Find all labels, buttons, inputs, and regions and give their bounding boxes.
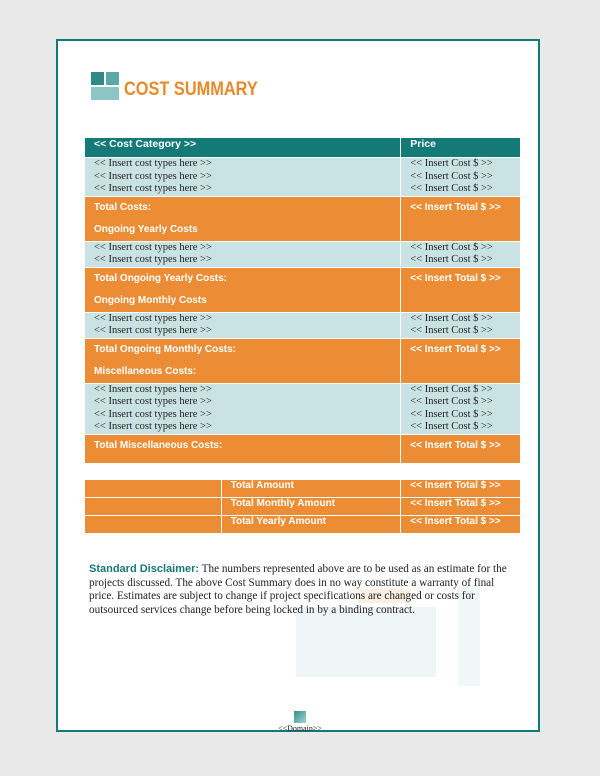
subtotal-label: Total Miscellaneous Costs: [94, 439, 223, 451]
cost-summary-logo-icon [91, 72, 119, 100]
table-row [85, 312, 521, 338]
cost-price-cell[interactable]: << Insert Cost $ >> [410, 170, 493, 182]
section-heading: Ongoing Monthly Costs [94, 294, 207, 306]
totals-table [84, 479, 521, 534]
total-row [85, 516, 521, 534]
cost-price-cell[interactable]: << Insert Cost $ >> [410, 254, 493, 265]
cost-type-cell[interactable]: << Insert cost types here >> [94, 421, 212, 432]
cost-price-cell[interactable]: << Insert Cost $ >> [410, 408, 493, 420]
cost-type-cell[interactable]: << Insert cost types here >> [94, 408, 212, 420]
cost-type-cell[interactable]: << Insert cost types here >> [94, 158, 212, 169]
subtotal-value[interactable]: << Insert Total $ >> [410, 343, 501, 355]
cost-type-cell[interactable]: << Insert cost types here >> [94, 254, 212, 265]
column-header-price: Price [401, 138, 521, 158]
total-value[interactable]: << Insert Total $ >> [401, 498, 521, 516]
cost-price-cell[interactable]: << Insert Cost $ >> [410, 383, 493, 395]
cost-table [84, 137, 521, 464]
subtotal-row [85, 338, 521, 383]
cost-price-cell[interactable]: << Insert Cost $ >> [410, 241, 493, 253]
total-row [85, 498, 521, 516]
subtotal-row [85, 267, 521, 312]
cost-price-cell[interactable]: << Insert Cost $ >> [410, 396, 493, 407]
section-heading: Miscellaneous Costs: [94, 365, 197, 377]
cost-price-cell[interactable]: << Insert Cost $ >> [410, 421, 493, 432]
domain-logo-icon [294, 711, 306, 723]
total-row [85, 480, 521, 498]
cost-type-cell[interactable]: << Insert cost types here >> [94, 312, 212, 324]
subtotal-row [85, 196, 521, 241]
total-value[interactable]: << Insert Total $ >> [401, 480, 521, 498]
total-label: Total Monthly Amount [221, 498, 401, 516]
disclaimer-text: The numbers represented above are to be used as an estimate for the projects discussed. The above Cost Summary does in no way constitute a warranty of final price. Estimates are subject to change if project specifications are changed or costs for outsourced services change before being locked in by a binding contract. [89, 563, 507, 616]
cost-price-cell[interactable]: << Insert Cost $ >> [410, 158, 493, 169]
cost-type-cell[interactable]: << Insert cost types here >> [94, 241, 212, 253]
subtotal-value[interactable]: << Insert Total $ >> [410, 201, 501, 213]
subtotal-label: Total Costs: [94, 201, 152, 213]
cost-type-cell[interactable]: << Insert cost types here >> [94, 383, 212, 395]
footer-domain: <<Domain>> [278, 724, 322, 733]
table-row [85, 383, 521, 434]
subtotal-label: Total Ongoing Monthly Costs: [94, 343, 237, 355]
cost-type-cell[interactable]: << Insert cost types here >> [94, 170, 212, 182]
section-heading: Ongoing Yearly Costs [94, 223, 198, 235]
column-header-category: << Cost Category >> [85, 138, 401, 158]
disclaimer-label: Standard Disclaimer: [89, 563, 200, 576]
subtotal-row [85, 434, 521, 463]
total-label: Total Amount [221, 480, 401, 498]
table-row [85, 158, 521, 197]
subtotal-value[interactable]: << Insert Total $ >> [410, 272, 501, 284]
table-row [85, 241, 521, 267]
cost-price-cell[interactable]: << Insert Cost $ >> [410, 183, 493, 194]
cost-type-cell[interactable]: << Insert cost types here >> [94, 325, 212, 336]
watermark-block [296, 607, 436, 677]
cost-price-cell[interactable]: << Insert Cost $ >> [410, 325, 493, 336]
cost-type-cell[interactable]: << Insert cost types here >> [94, 183, 212, 194]
cost-price-cell[interactable]: << Insert Cost $ >> [410, 312, 493, 324]
document-page [56, 39, 540, 732]
table-header-row [85, 138, 521, 158]
total-label: Total Yearly Amount [221, 516, 401, 534]
disclaimer-paragraph [89, 563, 519, 617]
total-value[interactable]: << Insert Total $ >> [401, 516, 521, 534]
cost-type-cell[interactable]: << Insert cost types here >> [94, 396, 212, 407]
page-title: COST SUMMARY [124, 79, 258, 100]
subtotal-label: Total Ongoing Yearly Costs: [94, 272, 227, 284]
subtotal-value[interactable]: << Insert Total $ >> [410, 439, 501, 451]
